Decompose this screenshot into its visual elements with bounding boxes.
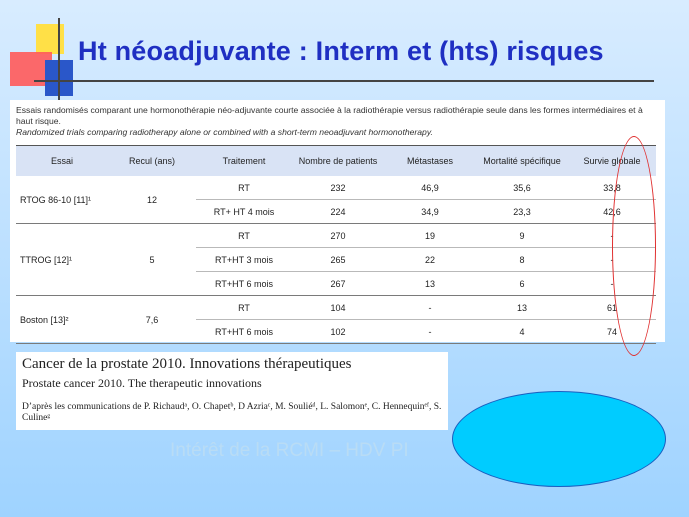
cell-mortalite: 6: [476, 272, 568, 296]
cell-patients: 224: [292, 200, 384, 224]
cyan-callout-oval: [452, 391, 666, 487]
trial-name: Boston [13]²: [16, 296, 108, 344]
cell-survie: 61: [568, 296, 656, 320]
header-recul: Recul (ans): [108, 146, 196, 177]
cell-traitement: RT: [196, 296, 292, 320]
table-caption: [16, 105, 656, 138]
decorative-vertical-line: [58, 18, 60, 104]
table-row: [16, 176, 656, 200]
cell-patients: 270: [292, 224, 384, 248]
cell-mortalite: 23,3: [476, 200, 568, 224]
slide-title: Ht néoadjuvante : Interm et (hts) risques: [78, 36, 604, 66]
cell-patients: 232: [292, 176, 384, 200]
survie-highlight-oval: [612, 136, 656, 356]
header-survie: Survie globale: [568, 146, 656, 177]
cell-metastases: -: [384, 296, 476, 320]
table-row: [16, 296, 656, 320]
trial-name: TTROG [12]¹: [16, 224, 108, 296]
trial-recul: 7,6: [108, 296, 196, 344]
cell-survie: 42,6: [568, 200, 656, 224]
cell-mortalite: 9: [476, 224, 568, 248]
cell-mortalite: 8: [476, 248, 568, 272]
cell-patients: 104: [292, 296, 384, 320]
header-metastases: Métastases: [384, 146, 476, 177]
cell-traitement: RT+HT 3 mois: [196, 248, 292, 272]
trials-table: [16, 145, 656, 344]
trial-name: RTOG 86-10 [11]¹: [16, 176, 108, 224]
cell-survie: 74: [568, 320, 656, 344]
cell-metastases: 13: [384, 272, 476, 296]
cell-mortalite: 4: [476, 320, 568, 344]
cell-mortalite: 35,6: [476, 176, 568, 200]
title-underline: [34, 80, 654, 82]
header-traitement: Traitement: [196, 146, 292, 177]
table-row: [16, 224, 656, 248]
cell-metastases: 34,9: [384, 200, 476, 224]
header-patients: Nombre de patients: [292, 146, 384, 177]
trial-recul: 12: [108, 176, 196, 224]
cell-metastases: -: [384, 320, 476, 344]
cell-survie: -: [568, 272, 656, 296]
cell-traitement: RT+HT 6 mois: [196, 272, 292, 296]
table-header-row: [16, 146, 656, 177]
reference-title-french: Cancer de la prostate 2010. Innovations thérapeutiques: [22, 356, 352, 372]
caption-french: Essais randomisés comparant une hormonothérapie néo-adjuvante courte associée à la radiothérapie versus radiothérapie seule dans les formes intermédiaires et à haut risque.: [16, 105, 643, 126]
cell-patients: 265: [292, 248, 384, 272]
cell-patients: 267: [292, 272, 384, 296]
reference-authors: D’après les communications de P. Richaudᵃ, O. Chapetᵇ, D Azriaᶜ, M. Souliéᵈ, L. Salomonᵉ, C. Hennequinᵉᶠ, S. Culineᵍ: [22, 402, 442, 423]
reference-title-english: Prostate cancer 2010. The therapeutic innovations: [22, 376, 262, 390]
cell-patients: 102: [292, 320, 384, 344]
cell-metastases: 19: [384, 224, 476, 248]
cell-traitement: RT: [196, 176, 292, 200]
cell-traitement: RT+HT 6 mois: [196, 320, 292, 344]
cell-metastases: 46,9: [384, 176, 476, 200]
cell-survie: -: [568, 224, 656, 248]
cell-traitement: RT+ HT 4 mois: [196, 200, 292, 224]
caption-english: Randomized trials comparing radiotherapy alone or combined with a short-term neoadjuvant hormonotherapy.: [16, 127, 433, 137]
trials-table-panel: [10, 100, 665, 342]
header-essai: Essai: [16, 146, 108, 177]
cell-survie: 33,8: [568, 176, 656, 200]
cell-mortalite: 13: [476, 296, 568, 320]
faint-subtitle: Intérêt de la RCMI – HDV PI: [170, 440, 409, 461]
cell-metastases: 22: [384, 248, 476, 272]
reference-panel: [16, 352, 448, 430]
trial-recul: 5: [108, 224, 196, 296]
cell-traitement: RT: [196, 224, 292, 248]
header-mortalite: Mortalité spécifique: [476, 146, 568, 177]
cell-survie: -: [568, 248, 656, 272]
